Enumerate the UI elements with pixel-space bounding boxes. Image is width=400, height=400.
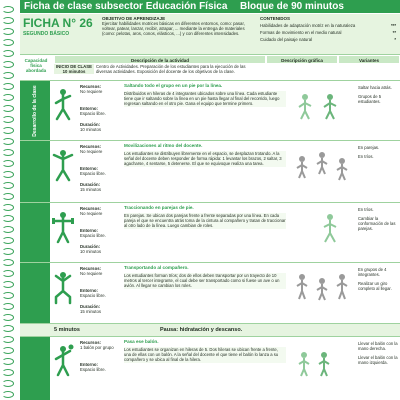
- spiral-ring: [2, 270, 14, 277]
- spiral-ring: [2, 193, 14, 200]
- section-side-bar: [20, 141, 50, 202]
- spiral-ring: [2, 369, 14, 376]
- activity-row: [20, 336, 400, 400]
- variants-list: Saltar hacia atrás. Grupos de 5 estudiantes.: [358, 85, 392, 104]
- activity-description: Los estudiantes se distribuyen libremente en el espacio, se desplazan trotando. A la señal del docente deben responder de forma rápida: 1 levantar los brazos, 2 saltar, 3 agacharse, 4 sentarse, 5 detenerse. El que se equivoque realiza una tarea.: [124, 151, 286, 167]
- spiral-ring: [2, 138, 14, 145]
- spiral-ring: [2, 215, 14, 222]
- pause-text: Pausa: hidratación y descanso.: [160, 327, 243, 333]
- spiral-ring: [2, 248, 14, 255]
- activity-figure: [290, 89, 354, 121]
- spiral-ring: [2, 303, 14, 310]
- spiral-ring: [2, 358, 14, 365]
- activity-row: [20, 140, 400, 202]
- spiral-ring: [2, 347, 14, 354]
- spiral-ring: [2, 127, 14, 134]
- column-activity: Descripción de la actividad: [54, 55, 266, 64]
- activity-title: Transportando al compañero.: [124, 265, 189, 270]
- contents-list: [260, 23, 396, 44]
- spiral-ring: [2, 160, 14, 167]
- header-block: Bloque de 90 minutos: [240, 1, 344, 12]
- content-item: Habilidades de adaptación motriz en la naturaleza ***: [260, 23, 396, 28]
- column-variants: Variantes: [338, 55, 400, 64]
- activity-figure: [290, 211, 354, 243]
- capacity-label: Capacidad física abordada: [24, 58, 48, 73]
- stretch-icon: [51, 145, 75, 185]
- activity-description: En parejas. Se ubican dos parejas frente a frente separadas por una línea. En cada pareja el que se encuentra atrás toma de la cintura al compañero y tratan de traccionar al otro lado de la línea. Luego cambian de roles.: [124, 213, 286, 229]
- spiral-ring: [2, 50, 14, 57]
- spiral-ring: [2, 204, 14, 211]
- spiral-ring: [2, 391, 14, 398]
- star-rating: **: [392, 30, 396, 35]
- spiral-ring: [2, 149, 14, 156]
- activity-figure: [290, 345, 354, 377]
- activity-description: Los estudiantes forman tríos; dos de ellos deben transportar por un trayecto de 10 metros al tercer integrante, el cual debe ser transportado como si fuese un ave o un avión. Al llegar se cambian los roles.: [124, 273, 286, 289]
- section-side-bar: [20, 337, 50, 400]
- star-rating: *: [394, 37, 396, 42]
- spiral-ring: [2, 380, 14, 387]
- inicio-text: Centro de Actividades. Preparación de los estudiantes para la ejecución de las diversas actividades. Exposición del docente de los objetivos de la clase.: [96, 64, 246, 74]
- spiral-ring: [2, 292, 14, 299]
- activity-figure: [290, 149, 354, 181]
- activity-meta: Recursos: No requiere Entorno: Espacio libre. Duración: 10 minutos: [80, 206, 106, 254]
- activity-row: [20, 80, 400, 140]
- spiral-ring: [2, 105, 14, 112]
- contents-title: CONTENIDOS: [260, 16, 291, 21]
- spiral-ring: [2, 182, 14, 189]
- activity-description: Los estudiantes se organizan en hileras de 5. Dos hileras se ubican frente a frente, una de ellas con un balón. A la señal del docente el que tiene el balón lo lanza a su compañero y se ubica al final de la hilera.: [124, 347, 286, 363]
- spiral-ring: [2, 325, 14, 332]
- ficha-info: [20, 14, 400, 55]
- section-side-bar: Desarrollo de la clase: [20, 81, 50, 140]
- page-header: [20, 0, 400, 13]
- section-side-bar: [20, 263, 50, 323]
- column-graphic: Descripción gráfica: [266, 55, 338, 64]
- activity-title: Traccionando en parejas de pie.: [124, 205, 194, 210]
- spiral-ring: [2, 314, 14, 321]
- spiral-ring: [2, 336, 14, 343]
- spiral-ring: [2, 94, 14, 101]
- spiral-ring: [2, 61, 14, 68]
- star-rating: ***: [390, 23, 396, 28]
- spiral-ring: [2, 259, 14, 266]
- variants-list: Llevar el balón con la mano derecha. Llevar el balón con la mano izquierda.: [358, 341, 398, 365]
- spiral-ring: [2, 83, 14, 90]
- spiral-ring: [2, 171, 14, 178]
- spiral-ring: [2, 237, 14, 244]
- objective-text: Ejercitar habilidades motrices básicas en diferentes entornos, como: pasar, voltear, patear, lanzar, recibir, atrapar, ... mediante la entrega de materiales (como: pelotas, aros, conos, elásticos, ...) y con diferentes intensidades.: [102, 21, 245, 37]
- runner-icon: [51, 85, 75, 125]
- ficha-number: FICHA N° 26: [23, 16, 93, 30]
- activity-title: Movilizaciones al ritmo del docente.: [124, 143, 203, 148]
- header-title: Ficha de clase subsector Educación Física: [24, 1, 228, 12]
- activity-meta: Recursos: 1 balón por grupo Entorno: Espacio libre.: [80, 340, 114, 372]
- activity-title: Pasa ese balón.: [124, 339, 159, 344]
- activity-figure: [290, 271, 354, 303]
- spiral-ring: [2, 6, 14, 13]
- ficha-level: SEGUNDO BÁSICO: [23, 31, 70, 37]
- activity-meta: Recursos: No requiere Entorno: Espacio libre. Duración: 10 minutos: [80, 84, 106, 132]
- activity-row: [20, 202, 400, 262]
- variants-list: En parejas. En tríos.: [358, 145, 380, 159]
- objective-title: OBJETIVO DE APRENDIZAJE: [102, 16, 166, 21]
- spiral-ring: [2, 28, 14, 35]
- spiral-binding: [0, 0, 18, 400]
- pause-minutes: 5 minutos: [54, 327, 80, 333]
- section-side-bar: [20, 203, 50, 262]
- inicio-label: INICIO DE CLASE 10 minutos: [55, 64, 93, 74]
- spiral-ring: [2, 72, 14, 79]
- spiral-ring: [2, 226, 14, 233]
- spiral-ring: [2, 39, 14, 46]
- variants-list: En tríos. Cambiar la conformación de las parejas.: [358, 207, 396, 231]
- spiral-ring: [2, 281, 14, 288]
- weights-icon: [51, 207, 75, 247]
- activity-meta: Recursos: No requiere Entorno: Espacio libre. Duración: 15 minutos: [80, 144, 106, 192]
- content-item: Cuidado del paisaje natural *: [260, 37, 396, 42]
- activity-description: Distribuidos en hileras de 4 integrantes ubicados sobre una línea. Cada estudiante tiene que ir saltando sobre la línea en un pie hasta llegar al final del recorrido, luego regresan saltando en el otro pie. Gana el equipo que termine primero.: [124, 91, 286, 107]
- activity-meta: Recursos: No requiere Entorno: Espacio libre. Duración: 15 minutos: [80, 266, 106, 314]
- spiral-ring: [2, 17, 14, 24]
- content-item: Formas de movimiento en el medio natural **: [260, 30, 396, 35]
- spiral-ring: [2, 116, 14, 123]
- variants-list: En grupos de 4 integrantes. Realizar un giro completo al llegar.: [358, 267, 392, 291]
- activity-row: [20, 262, 400, 323]
- activity-title: Saltando todo el grupo en un pie por la línea.: [124, 83, 223, 88]
- lifting-icon: [51, 267, 75, 307]
- pause-row: [20, 323, 400, 337]
- ball-icon: [51, 341, 75, 381]
